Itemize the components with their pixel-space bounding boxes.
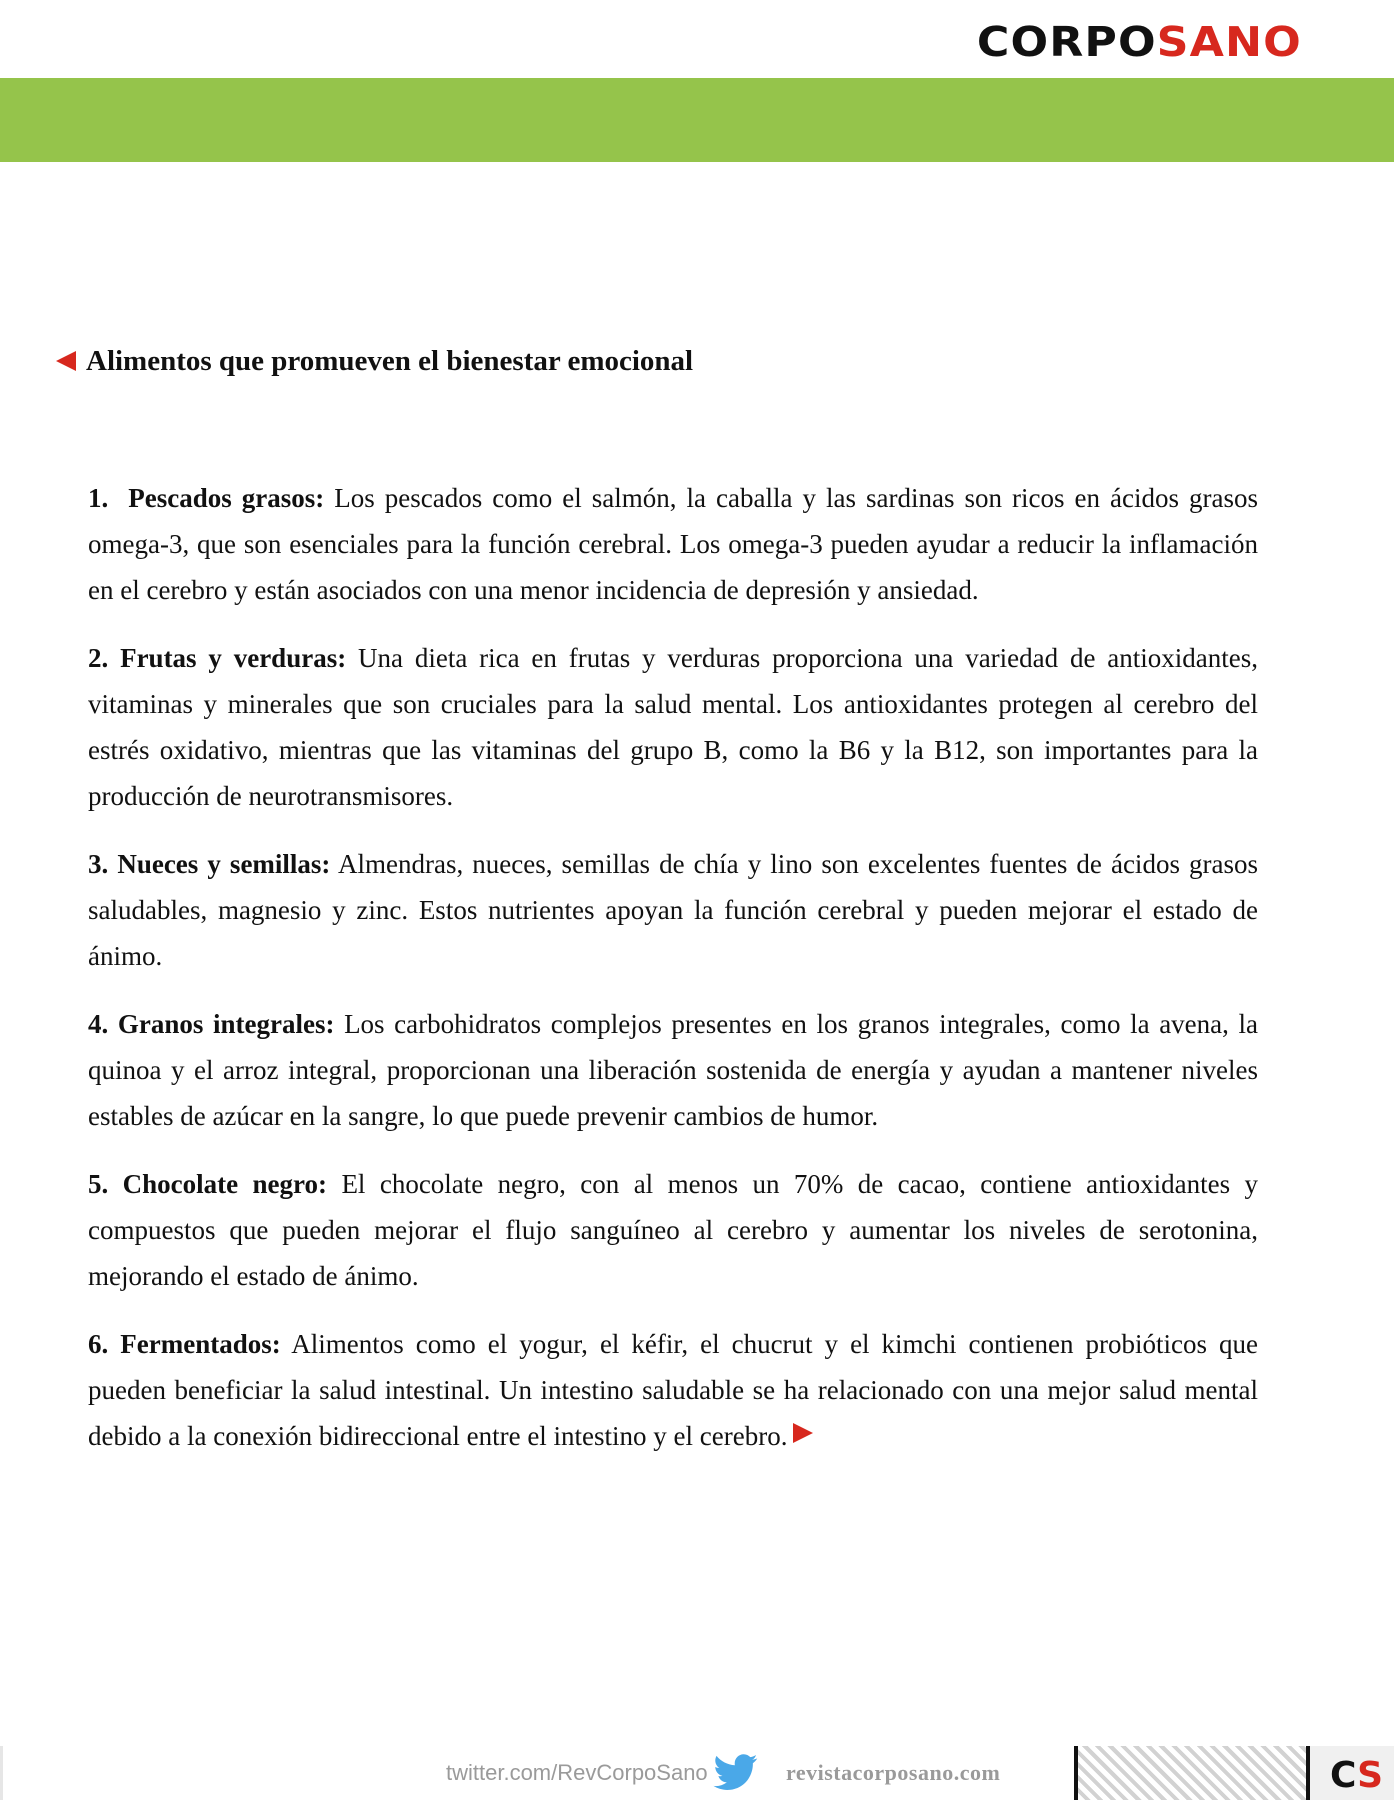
list-item bbox=[88, 841, 1258, 979]
section-heading-text: Alimentos que promueven el bienestar emocional bbox=[86, 345, 694, 377]
section-heading bbox=[56, 343, 693, 379]
twitter-bird-icon[interactable] bbox=[712, 1750, 760, 1794]
corposano-logo bbox=[977, 18, 1302, 66]
item-number: 3. bbox=[88, 849, 109, 879]
footer-hatch-pattern bbox=[1078, 1746, 1306, 1800]
item-text: Alimentos como el yogur, el kéfir, el chucrut y el kimchi contienen probióticos que pueden beneficiar la salud intestinal. Un intestino saludable se ha relacionado con una mejor salud mental debido a la conexión bidireccional entre el intestino y el cerebro. bbox=[88, 1329, 1259, 1451]
triangle-left-icon bbox=[56, 351, 76, 371]
footer-left-edge bbox=[0, 1746, 3, 1800]
list-item bbox=[88, 1161, 1258, 1299]
item-text: El chocolate negro, con al menos un 70% de cacao, contiene antioxidantes y compuestos que pueden mejorar el flujo sanguíneo al cerebro y aumentar los niveles de serotonina, mejorando el estado de ánimo. bbox=[88, 1169, 1258, 1291]
item-title: Nueces y semillas: bbox=[117, 849, 331, 879]
website-link[interactable]: revistacorposano.com bbox=[786, 1760, 1001, 1785]
item-number: 6. bbox=[88, 1329, 109, 1359]
header-band bbox=[0, 78, 1394, 162]
footer bbox=[0, 1746, 1394, 1800]
item-title: Granos integrales: bbox=[117, 1009, 335, 1039]
list-item bbox=[88, 475, 1258, 613]
list-item bbox=[88, 1001, 1258, 1139]
logo-part-sano: SANO bbox=[1156, 18, 1302, 66]
item-text: Los carbohidratos complejos presentes en los granos integrales, como la avena, la quinoa y el arroz integral, proporcionan una liberación sostenida de energía y ayudan a mantener niveles estables de azúcar en la sangre, lo que puede prevenir cambios de humor. bbox=[88, 1009, 1258, 1131]
item-number: 5. bbox=[88, 1169, 109, 1199]
badge-letter-c: C bbox=[1330, 1755, 1358, 1796]
list-item bbox=[88, 635, 1258, 819]
article-body bbox=[88, 475, 1258, 1481]
item-text: Los pescados como el salmón, la caballa y las sardinas son ricos en ácidos grasos omega-3, que son esenciales para la función cerebral. Los omega-3 pueden ayudar a reducir la inflamación en el cerebro y están asociados con una menor incidencia de depresión y ansiedad. bbox=[88, 483, 1259, 605]
item-number: 4. bbox=[88, 1009, 109, 1039]
item-title: Pescados grasos: bbox=[128, 483, 325, 513]
badge-letter-s: S bbox=[1357, 1755, 1384, 1796]
twitter-link[interactable]: twitter.com/RevCorpoSano bbox=[446, 1760, 708, 1785]
item-title: Frutas y verduras: bbox=[120, 643, 347, 673]
list-item bbox=[88, 1321, 1258, 1459]
item-number: 1. bbox=[88, 483, 109, 513]
cs-badge bbox=[1330, 1755, 1384, 1796]
item-text: Almendras, nueces, semillas de chía y lino son excelentes fuentes de ácidos grasos saludables, magnesio y zinc. Estos nutrientes apoyan la función cerebral y pueden mejorar el estado de ánimo. bbox=[88, 849, 1258, 971]
item-text: Una dieta rica en frutas y verduras proporciona una variedad de antioxidantes, vitaminas y minerales que son cruciales para la salud mental. Los antioxidantes protegen al cerebro del estrés oxidativo, mientras que las vitaminas del grupo B, como la B6 y la B12, son importantes para la producción de neurotransmisores. bbox=[88, 643, 1258, 811]
triangle-right-icon bbox=[793, 1423, 813, 1443]
logo-part-corpo: CORPO bbox=[977, 18, 1157, 66]
item-title: Fermentados: bbox=[120, 1329, 281, 1359]
item-number: 2. bbox=[88, 643, 109, 673]
item-title: Chocolate negro: bbox=[122, 1169, 328, 1199]
